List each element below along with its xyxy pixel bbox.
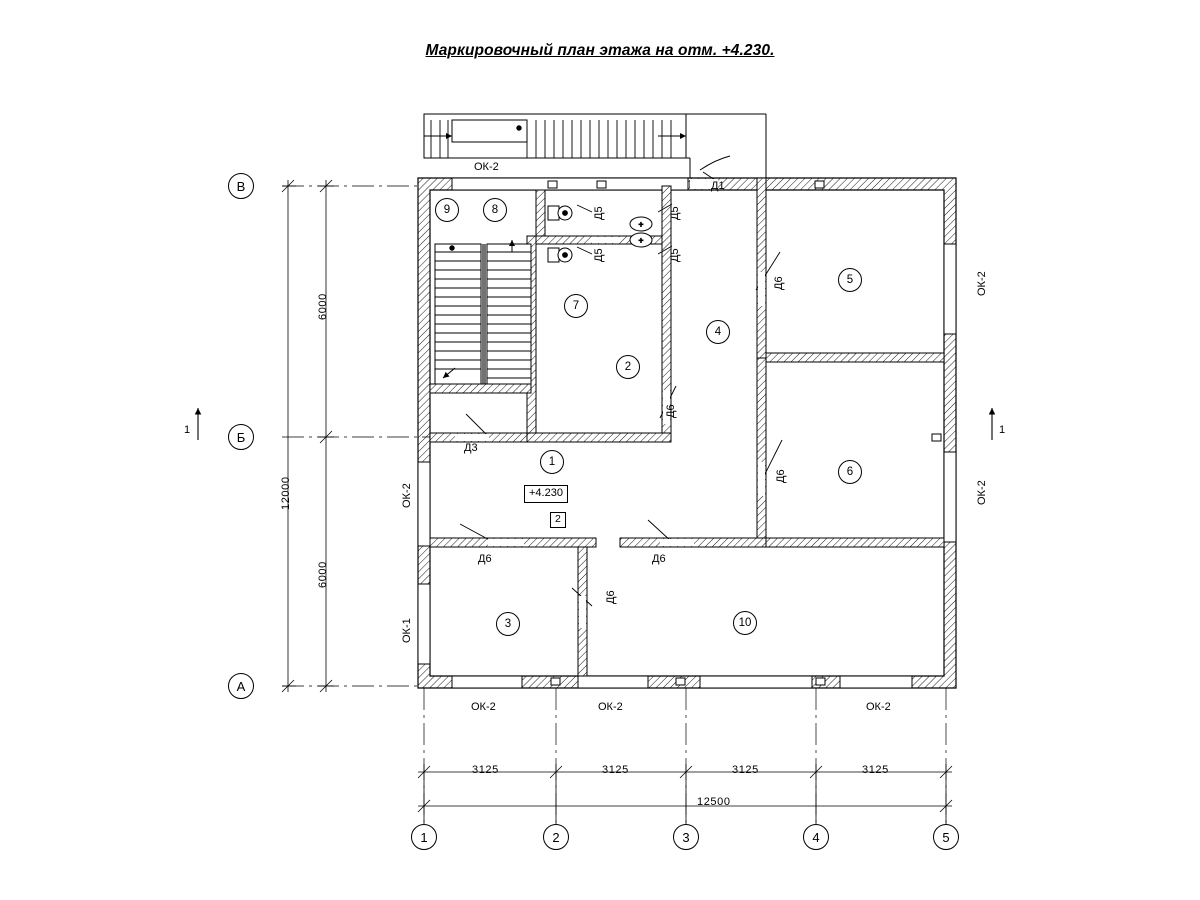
room-number-8: 8 <box>483 198 507 222</box>
window-label-right-lower: ОК-2 <box>976 480 988 505</box>
window-label-bottom-2: ОК-2 <box>598 701 623 713</box>
room-number-10: 10 <box>733 611 757 635</box>
room-number-2: 2 <box>616 355 640 379</box>
axis-bubble-number-3: 3 <box>673 824 699 850</box>
door-label-D6-e: Д6 <box>652 553 666 565</box>
door-label-D6-a: Д6 <box>773 276 785 290</box>
page-title: Маркировочный план этажа на отм. +4.230. <box>425 42 775 59</box>
room-number-5: 5 <box>838 268 862 292</box>
window-label-bottom-1: ОК-2 <box>471 701 496 713</box>
note-marker: 2 <box>550 512 566 528</box>
door-label-D5-a: Д5 <box>593 206 605 220</box>
dim-horizontal-segment-2: 3125 <box>602 764 629 776</box>
axis-bubble-number-5: 5 <box>933 824 959 850</box>
svg-text:+: + <box>638 236 644 245</box>
room-number-3: 3 <box>496 612 520 636</box>
door-label-D6-f: Д6 <box>605 590 617 604</box>
axis-bubble-letter-V: В <box>228 173 254 199</box>
dim-vertical-segment-1: 6000 <box>317 293 329 320</box>
section-mark-label-right: 1 <box>999 424 1006 436</box>
door-label-D5-c: Д5 <box>593 248 605 262</box>
dim-horizontal-total: 12500 <box>697 796 731 808</box>
dim-horizontal-segment-3: 3125 <box>732 764 759 776</box>
axis-bubble-letter-B: Б <box>228 424 254 450</box>
axis-bubble-number-4: 4 <box>803 824 829 850</box>
svg-text:+: + <box>638 220 644 229</box>
door-label-D3: Д3 <box>464 442 478 454</box>
axis-bubble-letter-A: А <box>228 673 254 699</box>
window-label-left-upper: ОК-2 <box>401 483 413 508</box>
axis-bubble-number-1: 1 <box>411 824 437 850</box>
door-label-D5-b: Д5 <box>669 206 681 220</box>
dim-vertical-segment-2: 6000 <box>317 561 329 588</box>
dim-horizontal-segment-4: 3125 <box>862 764 889 776</box>
axis-bubble-number-2: 2 <box>543 824 569 850</box>
room-number-4: 4 <box>706 320 730 344</box>
interior-stair <box>430 240 531 393</box>
room-number-9: 9 <box>435 198 459 222</box>
door-label-D6-d: Д6 <box>478 553 492 565</box>
room-number-6: 6 <box>838 460 862 484</box>
room-number-1: 1 <box>540 450 564 474</box>
window-label-bottom-3: ОК-2 <box>866 701 891 713</box>
window-label-top: ОК-2 <box>474 161 499 173</box>
dim-horizontal-segment-1: 3125 <box>472 764 499 776</box>
dim-vertical-total: 12000 <box>280 476 292 510</box>
door-label-D6-b: Д6 <box>665 404 677 418</box>
door-label-D6-c: Д6 <box>775 469 787 483</box>
door-label-D5-d: Д5 <box>669 248 681 262</box>
room-number-7: 7 <box>564 294 588 318</box>
elevation-marker: +4.230 <box>524 485 568 503</box>
window-label-left-lower: ОК-1 <box>401 618 413 643</box>
section-mark-label-left: 1 <box>184 424 191 436</box>
window-label-right-upper: ОК-2 <box>976 271 988 296</box>
door-label-D1: Д1 <box>711 180 725 192</box>
